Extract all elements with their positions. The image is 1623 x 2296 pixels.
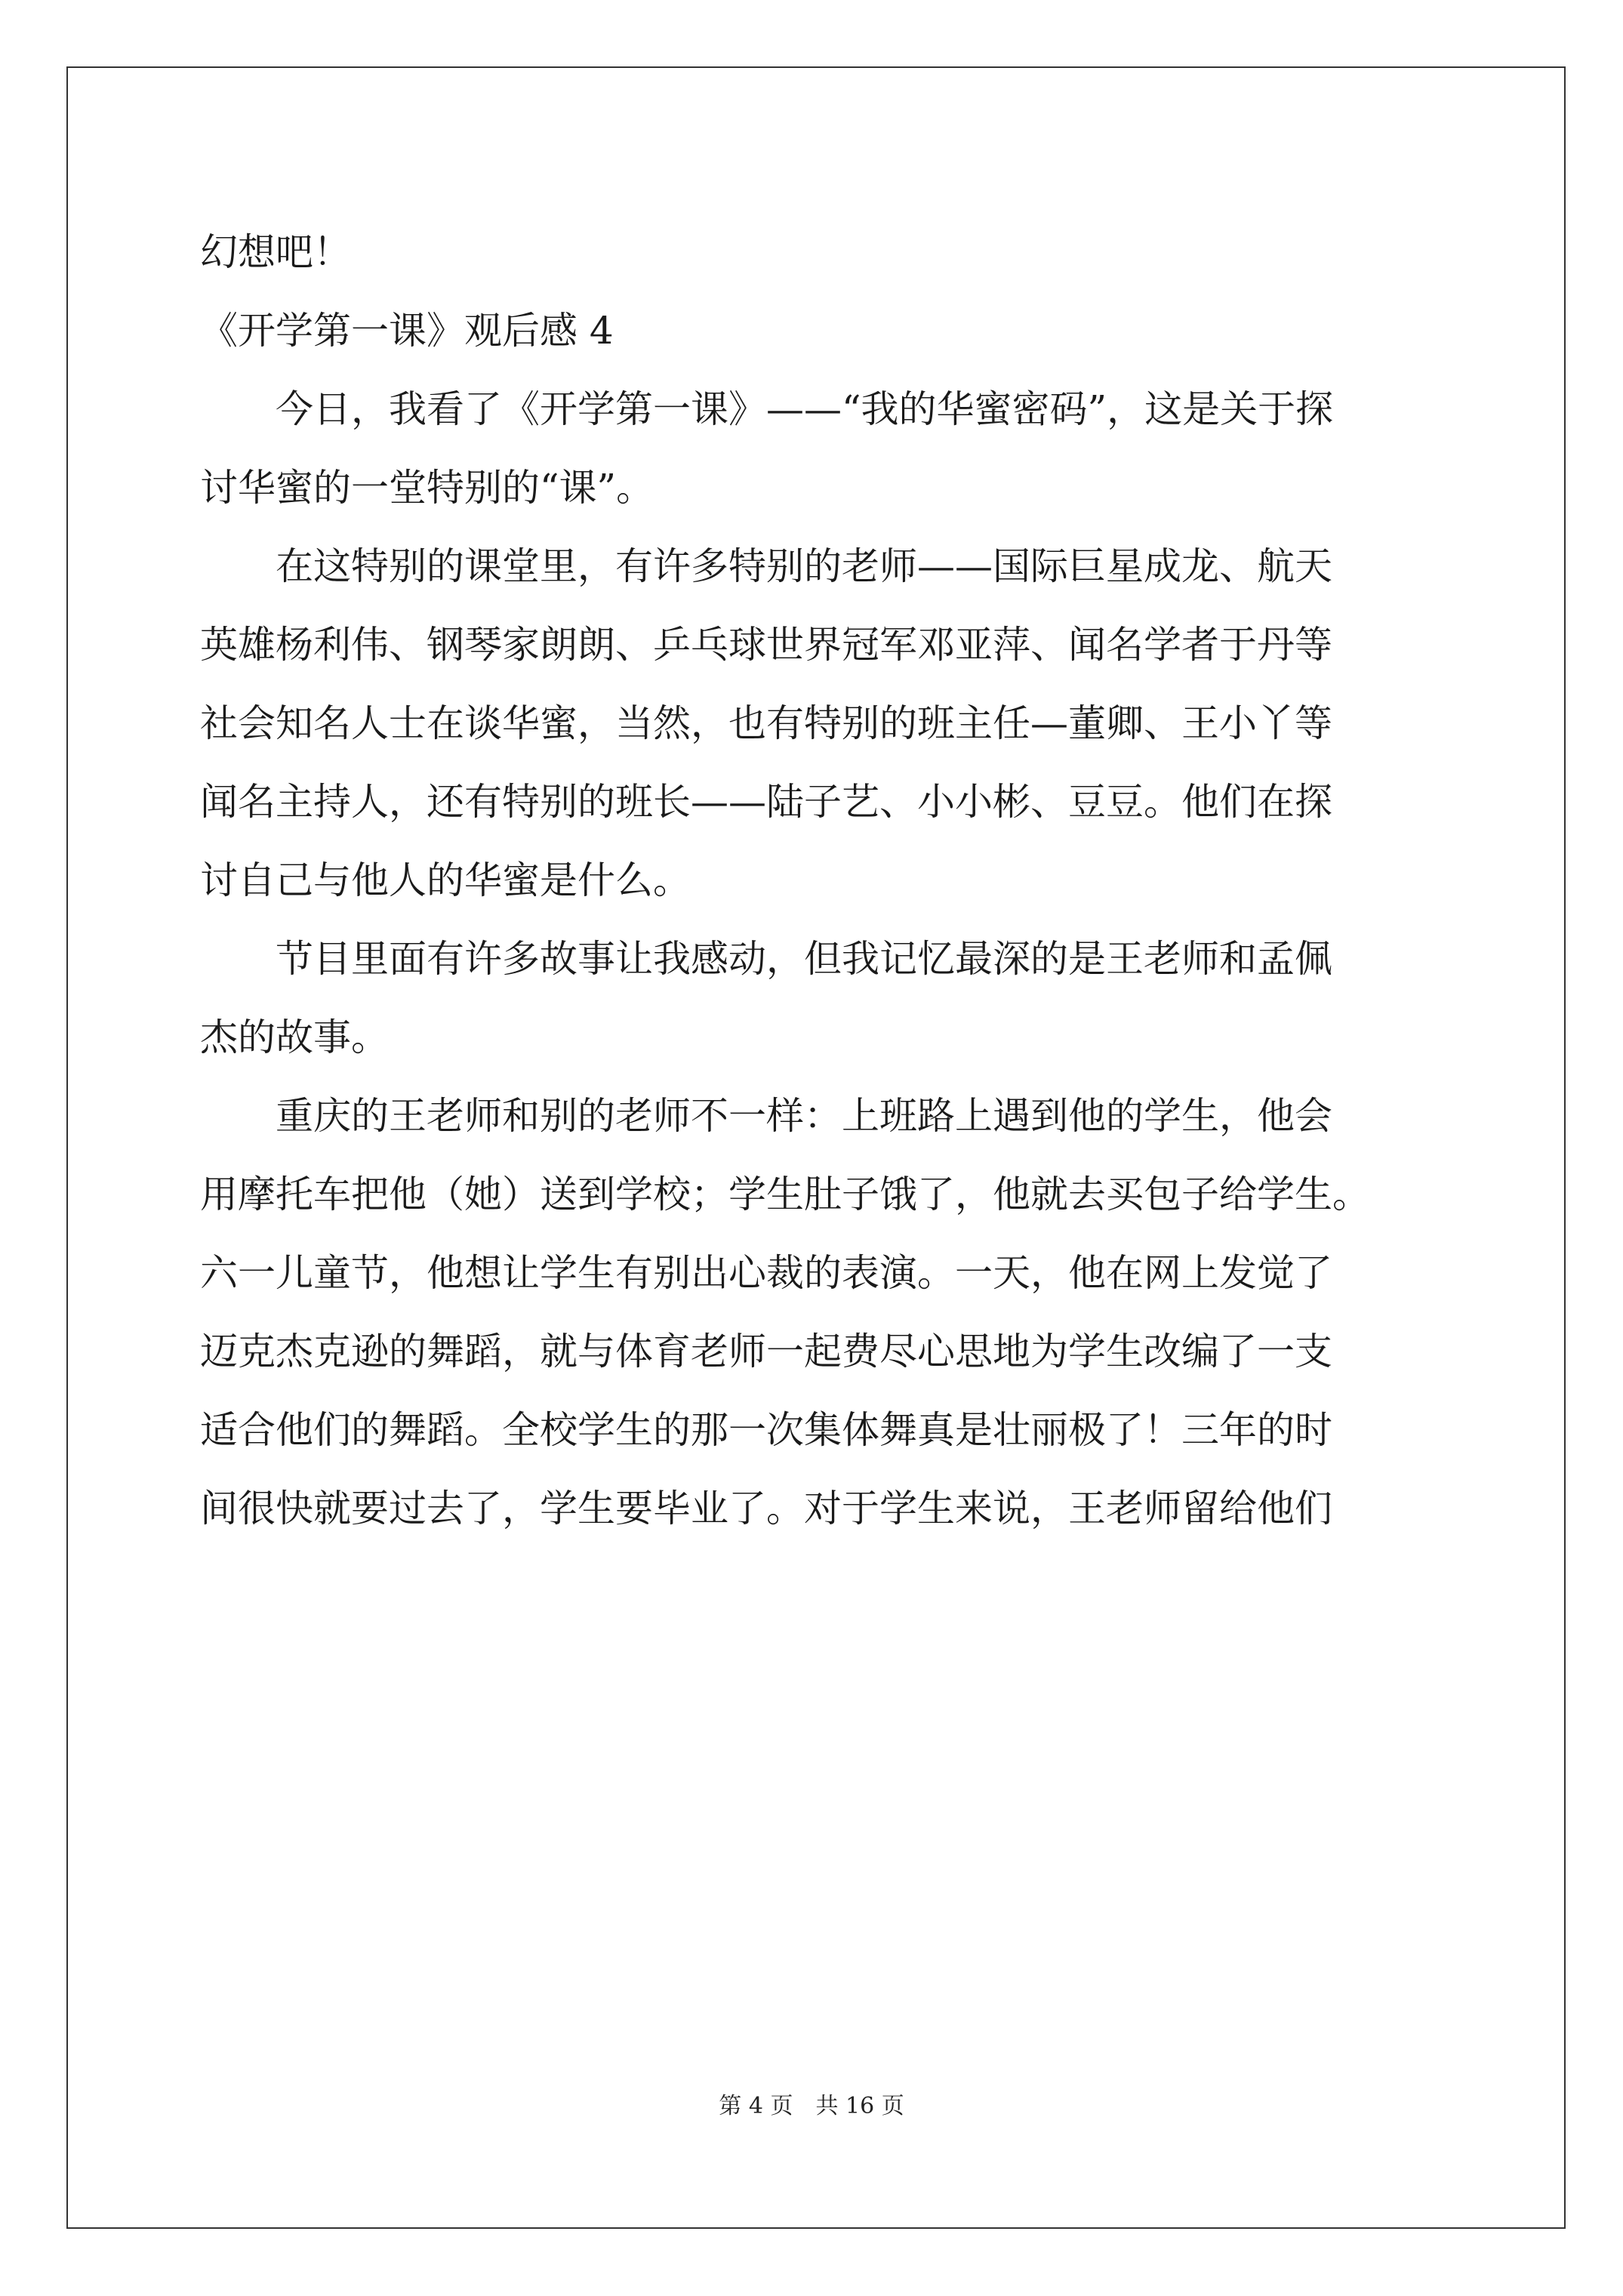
text-line: 在这特别的课堂里，有许多特别的老师——国际巨星成龙、航天: [200, 544, 1332, 588]
text-line: 间很快就要过去了，学生要毕业了。对于学生来说，王老师留给他们: [200, 1487, 1332, 1530]
text-line: 节目里面有许多故事让我感动，但我记忆最深的是王老师和孟佩: [200, 937, 1332, 981]
text-line: 重庆的王老师和别的老师不一样：上班路上遇到他的学生，他会: [200, 1094, 1332, 1138]
section-heading: 《开学第一课》观后感 4: [200, 309, 614, 353]
text-line: 讨自己与他人的华蜜是什么。: [200, 858, 691, 902]
text-line: 讨华蜜的一堂特别的“课”。: [200, 466, 654, 510]
text-line: 闻名主持人，还有特别的班长——陆子艺、小小彬、豆豆。他们在探: [200, 780, 1332, 824]
document-body: [200, 213, 1468, 1548]
text-line: 用摩托车把他（她）送到学校；学生肚子饿了，他就去买包子给学生。: [200, 1173, 1370, 1216]
text-line: 今日，我看了《开学第一课》——“我的华蜜密码”，这是关于探: [200, 387, 1334, 431]
text-line: 社会知名人士在谈华蜜，当然，也有特别的班主任—董卿、王小丫等: [200, 701, 1332, 745]
text-line: 幻想吧！: [200, 230, 351, 274]
text-line: 适合他们的舞蹈。全校学生的那一次集体舞真是壮丽极了！三年的时: [200, 1408, 1332, 1452]
text-line: 迈克杰克逊的舞蹈，就与体育老师一起费尽心思地为学生改编了一支: [200, 1330, 1332, 1373]
page-number: 第 4 页 共 16 页: [719, 2093, 904, 2119]
text-line: 六一儿童节，他想让学生有别出心裁的表演。一天，他在网上发觉了: [200, 1251, 1332, 1295]
text-line: 杰的故事。: [200, 1015, 389, 1059]
text-line: 英雄杨利伟、钢琴家朗朗、乒乓球世界冠军邓亚萍、闻名学者于丹等: [200, 623, 1332, 667]
